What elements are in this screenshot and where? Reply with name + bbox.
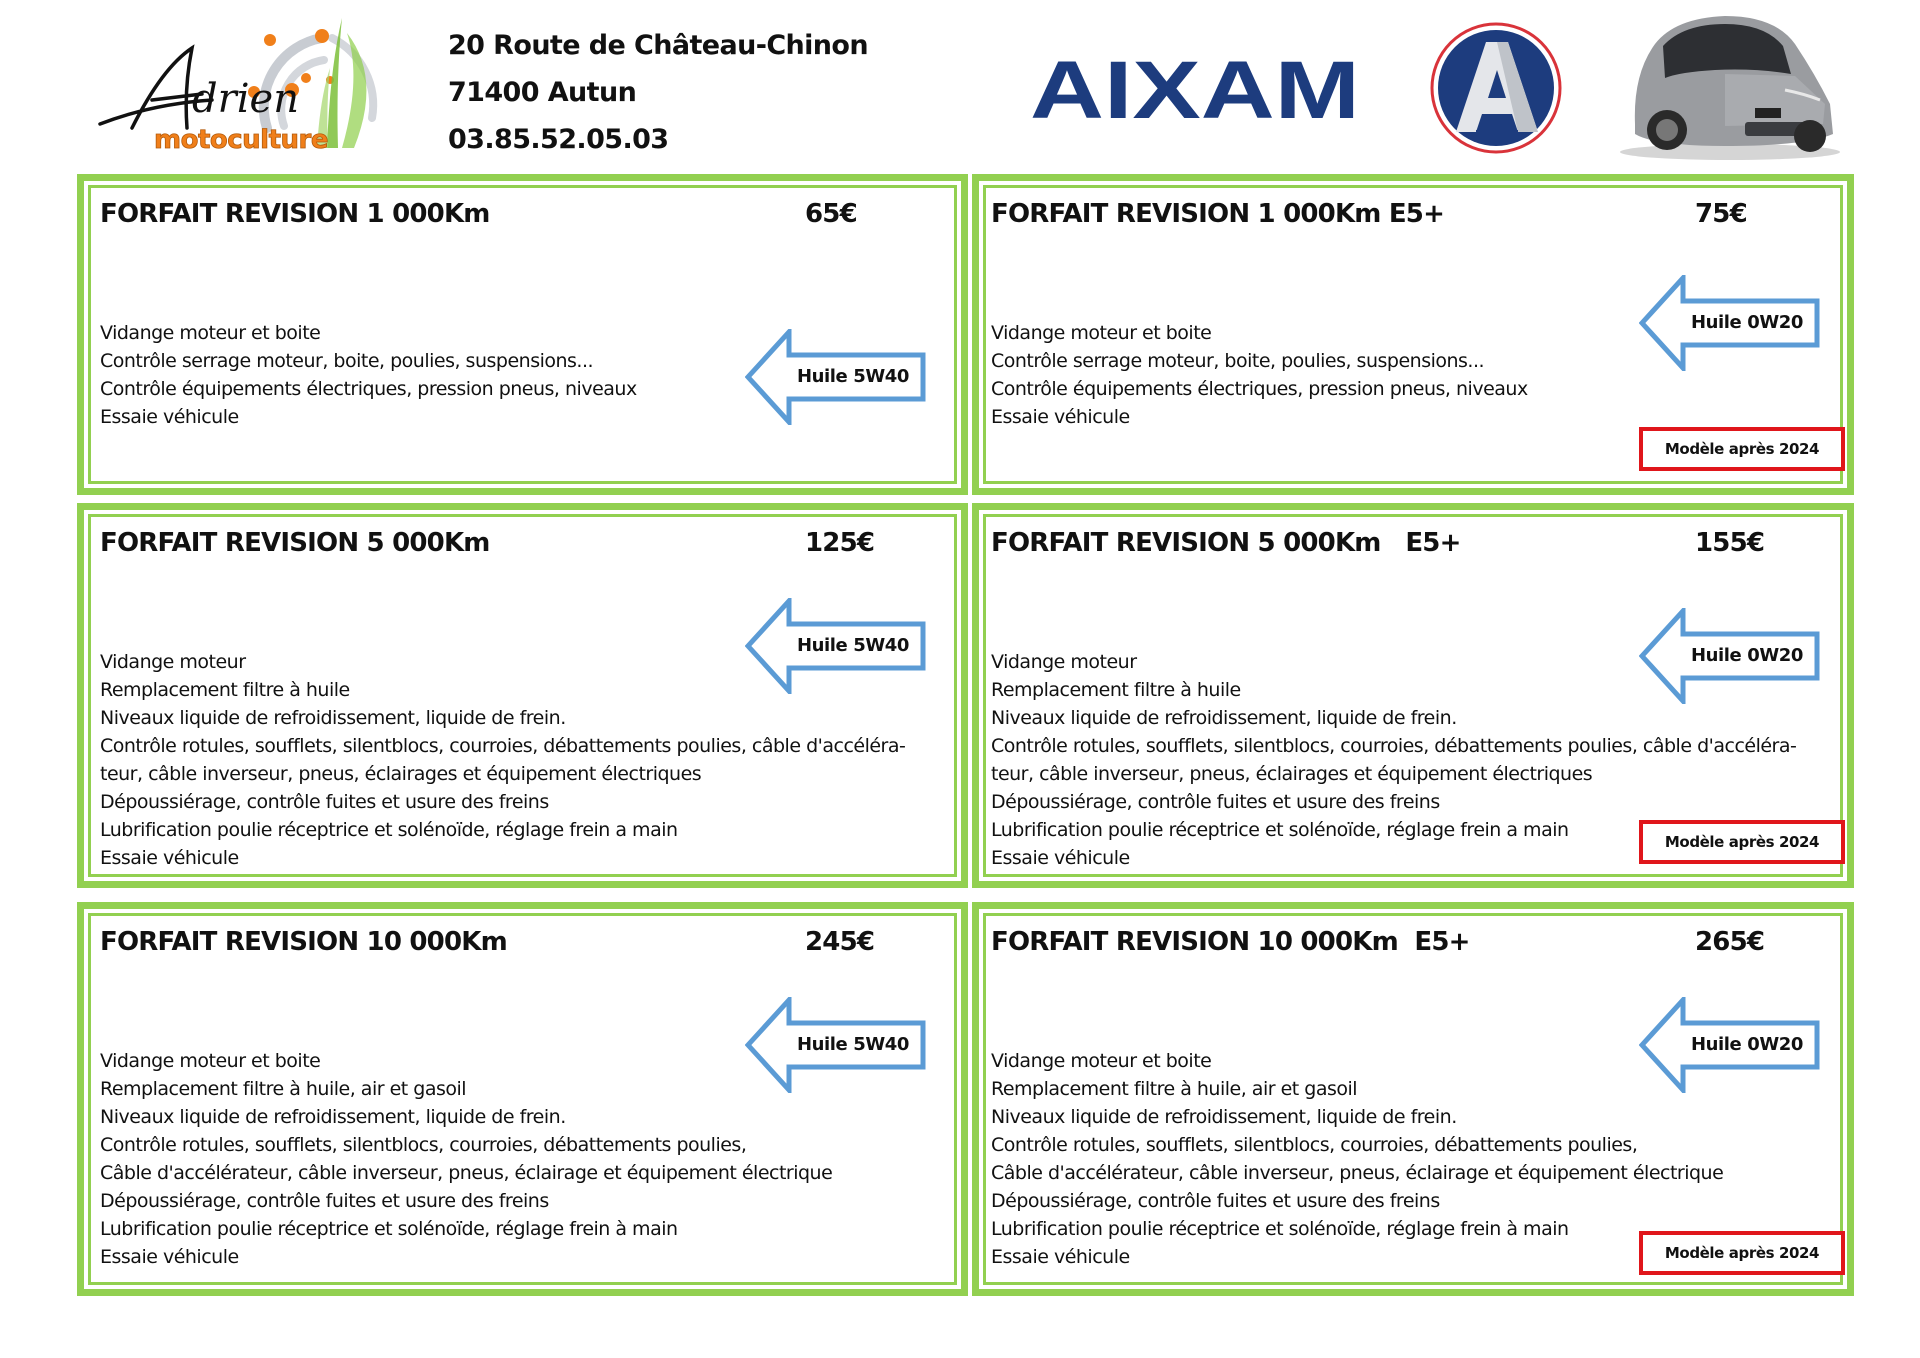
service-item: Remplacement filtre à huile	[100, 679, 350, 701]
service-item: Essaie véhicule	[991, 406, 1130, 428]
service-item: Remplacement filtre à huile	[991, 679, 1241, 701]
service-item: Câble d'accélérateur, câble inverseur, pneus, éclairage et équipement électrique	[100, 1162, 833, 1184]
service-item: Niveaux liquide de refroidissement, liquide de frein.	[100, 707, 566, 729]
model-year-badge: Modèle après 2024	[1639, 427, 1845, 471]
model-year-badge: Modèle après 2024	[1639, 820, 1845, 864]
oil-type-arrow	[1639, 997, 1821, 1093]
package-title: FORFAIT REVISION 10 000Km E5+	[991, 927, 1470, 957]
package-title: FORFAIT REVISION 1 000Km	[100, 199, 490, 229]
oil-type-label: Huile 0W20	[1690, 645, 1804, 666]
service-list	[991, 1047, 1723, 1271]
service-item: Lubrification poulie réceptrice et solénoïde, réglage frein a main	[991, 819, 1569, 841]
oil-type-label: Huile 0W20	[1690, 312, 1804, 333]
model-year-badge: Modèle après 2024	[1639, 1231, 1845, 1275]
service-item: Lubrification poulie réceptrice et solénoïde, réglage frein à main	[991, 1218, 1569, 1240]
service-item: Vidange moteur et boite	[100, 1050, 321, 1072]
service-item: Câble d'accélérateur, câble inverseur, pneus, éclairage et équipement électrique	[991, 1162, 1724, 1184]
service-item: Vidange moteur et boite	[991, 322, 1212, 344]
package-price: 155€	[1695, 528, 1765, 558]
adrien-motoculture-logo	[92, 8, 392, 164]
service-item: Lubrification poulie réceptrice et solénoïde, réglage frein a main	[100, 819, 678, 841]
service-item: Contrôle rotules, soufflets, silentblocs, courroies, débattements poulies,	[100, 1134, 747, 1156]
service-list	[991, 319, 1528, 431]
service-item: Essaie véhicule	[991, 1246, 1130, 1268]
service-item: teur, câble inverseur, pneus, éclairages et équipement électriques	[991, 763, 1593, 785]
service-list	[100, 1047, 832, 1271]
service-item: Niveaux liquide de refroidissement, liquide de frein.	[991, 707, 1457, 729]
package-price: 65€	[805, 199, 857, 229]
service-item: Vidange moteur	[100, 651, 246, 673]
package-card-5000km-e5	[972, 503, 1854, 888]
oil-type-label: Huile 5W40	[796, 366, 910, 387]
logo-graphic-icon	[92, 8, 392, 164]
service-item: Dépoussiérage, contrôle fuites et usure des freins	[991, 791, 1440, 813]
service-item: Contrôle serrage moteur, boite, poulies, suspensions...	[100, 350, 594, 372]
oil-type-arrow	[745, 329, 927, 425]
package-price: 245€	[805, 927, 875, 957]
package-card-1000km	[77, 174, 968, 495]
oil-type-label: Huile 5W40	[796, 635, 910, 656]
oil-type-arrow	[745, 997, 927, 1093]
oil-type-label: Huile 0W20	[1690, 1034, 1804, 1055]
service-item: Remplacement filtre à huile, air et gasoil	[991, 1078, 1358, 1100]
package-price: 125€	[805, 528, 875, 558]
package-card-10000km-e5	[972, 902, 1854, 1296]
aixam-wordmark	[1030, 50, 1370, 130]
service-item: Dépoussiérage, contrôle fuites et usure des freins	[100, 1190, 549, 1212]
package-card-5000km	[77, 503, 968, 888]
package-title: FORFAIT REVISION 10 000Km	[100, 927, 507, 957]
service-item: Niveaux liquide de refroidissement, liquide de frein.	[100, 1106, 566, 1128]
service-item: Vidange moteur et boite	[100, 322, 321, 344]
oil-type-arrow	[745, 598, 927, 694]
service-item: Vidange moteur et boite	[991, 1050, 1212, 1072]
oil-type-arrow	[1639, 275, 1821, 371]
aixam-emblem-icon	[1426, 20, 1566, 156]
svg-text:motoculture: motoculture	[154, 125, 328, 155]
package-price: 265€	[1695, 927, 1765, 957]
oil-type-label: Huile 5W40	[796, 1034, 910, 1055]
service-item: Remplacement filtre à huile, air et gasoil	[100, 1078, 467, 1100]
service-item: Essaie véhicule	[991, 847, 1130, 869]
service-item: Essaie véhicule	[100, 847, 239, 869]
package-card-10000km	[77, 902, 968, 1296]
service-item: Lubrification poulie réceptrice et solénoïde, réglage frein à main	[100, 1218, 678, 1240]
service-item: Contrôle équipements électriques, pression pneus, niveaux	[991, 378, 1528, 400]
service-item: Vidange moteur	[991, 651, 1137, 673]
service-list	[100, 319, 637, 431]
package-price: 75€	[1695, 199, 1747, 229]
oil-type-arrow	[1639, 608, 1821, 704]
service-item: Contrôle rotules, soufflets, silentblocs, courroies, débattements poulies, câble d'accéléra-	[991, 735, 1797, 757]
aixam-car-image	[1605, 4, 1850, 162]
package-title: FORFAIT REVISION 1 000Km E5+	[991, 199, 1445, 229]
svg-text:AIXAM: AIXAM	[1030, 50, 1360, 130]
service-item: Dépoussiérage, contrôle fuites et usure des freins	[991, 1190, 1440, 1212]
address-street: 20 Route de Château-Chinon	[448, 30, 868, 61]
service-item: Contrôle serrage moteur, boite, poulies, suspensions...	[991, 350, 1485, 372]
service-item: Dépoussiérage, contrôle fuites et usure des freins	[100, 791, 549, 813]
package-card-1000km-e5	[972, 174, 1854, 495]
service-item: Essaie véhicule	[100, 406, 239, 428]
package-title: FORFAIT REVISION 5 000Km E5+	[991, 528, 1461, 558]
package-title: FORFAIT REVISION 5 000Km	[100, 528, 490, 558]
dealer-address	[448, 22, 868, 163]
svg-text:drien: drien	[192, 76, 299, 122]
service-item: Contrôle rotules, soufflets, silentblocs, courroies, débattements poulies, câble d'accéléra-	[100, 735, 906, 757]
service-item: Contrôle rotules, soufflets, silentblocs, courroies, débattements poulies,	[991, 1134, 1638, 1156]
service-item: Essaie véhicule	[100, 1246, 239, 1268]
address-city: 71400 Autun	[448, 77, 637, 108]
service-item: Contrôle équipements électriques, pression pneus, niveaux	[100, 378, 637, 400]
service-item: Niveaux liquide de refroidissement, liquide de frein.	[991, 1106, 1457, 1128]
phone-number: 03.85.52.05.03	[448, 124, 669, 155]
service-item: teur, câble inverseur, pneus, éclairages et équipement électriques	[100, 763, 702, 785]
